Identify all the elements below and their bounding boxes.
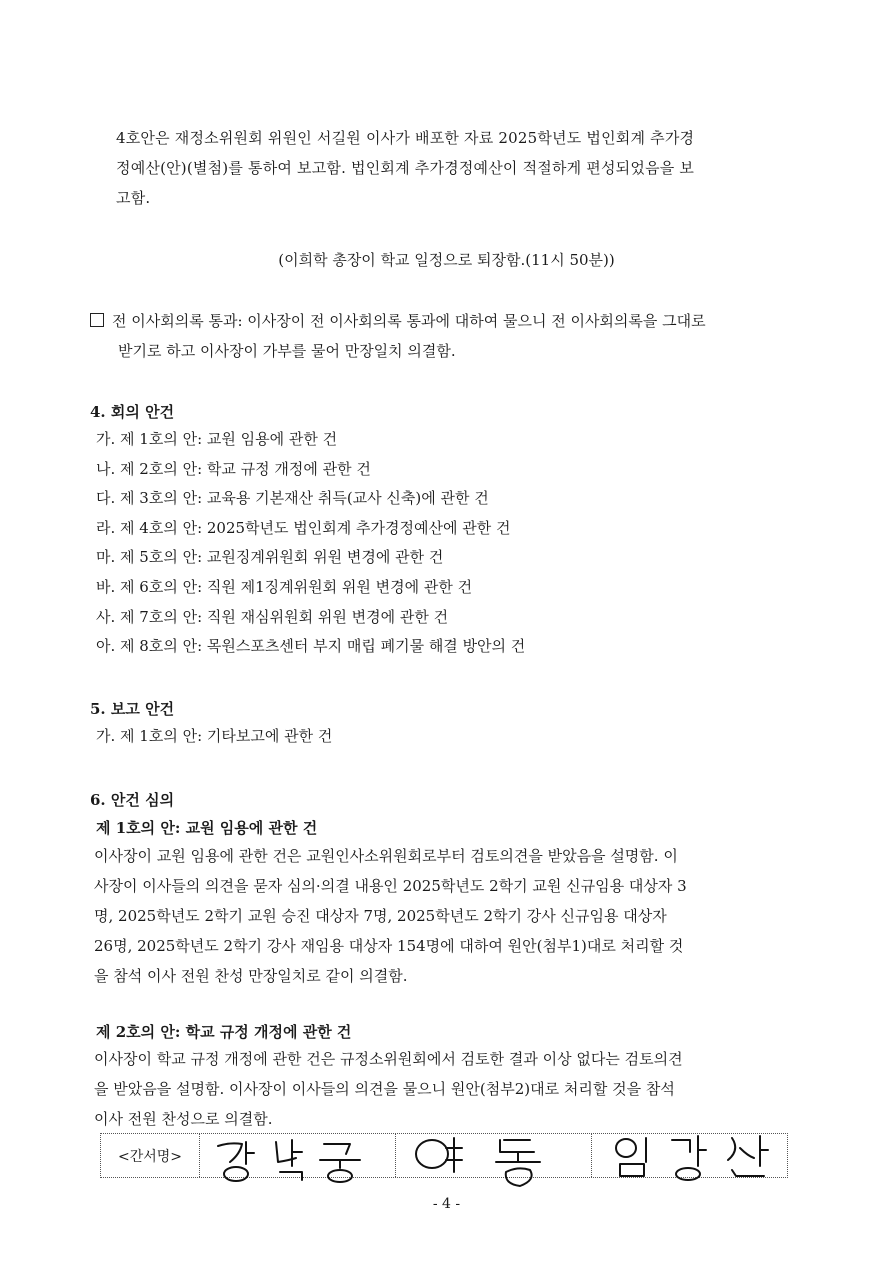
intro-line-1: 4호안은 재정소위원회 위원인 서길원 이사가 배포한 자료 2025학년도 법인회계 추가경 xyxy=(116,129,695,147)
signature-label: <간서명> xyxy=(101,1134,200,1177)
minutes-approval-line-1: 전 이사회의록 통과: 이사장이 전 이사회의록 통과에 대하여 물으니 전 이사회의록을 그대로 xyxy=(112,312,706,330)
agenda-1-line: 이사장이 교원 임용에 관한 건은 교원인사소위원회로부터 검토의견을 받았음을 설명함. 이 xyxy=(94,847,678,865)
signature-3 xyxy=(592,1134,787,1177)
agenda-item: 가. 제 1호의 안: 교원 임용에 관한 건 xyxy=(96,430,338,448)
section-4-list xyxy=(96,425,525,662)
agenda-1-line: 을 참석 이사 전원 찬성 만장일치로 같이 의결함. xyxy=(94,967,408,985)
agenda-item: 나. 제 2호의 안: 학교 규정 개정에 관한 건 xyxy=(96,459,371,478)
agenda-1-title: 제 1호의 안: 교원 임용에 관한 건 xyxy=(96,819,318,837)
agenda-item: 라. 제 4호의 안: 2025학년도 법인회계 추가경정예산에 관한 건 xyxy=(96,518,511,537)
agenda-item: 마. 제 5호의 안: 교원징계위원회 위원 변경에 관한 건 xyxy=(96,548,444,567)
page-number: - 4 - xyxy=(432,1196,461,1212)
agenda-1-line: 사장이 이사들의 의견을 묻자 심의·의결 내용인 2025학년도 2학기 교원 신규임용 대상자 3 xyxy=(94,877,687,895)
intro-line-3: 고함. xyxy=(116,189,151,207)
agenda-1-line: 26명, 2025학년도 2학기 강사 재임용 대상자 154명에 대하여 원안(첨부1)대로 처리할 것 xyxy=(94,937,684,955)
agenda-item: 바. 제 6호의 안: 직원 제1징계위원회 위원 변경에 관한 건 xyxy=(96,577,473,596)
agenda-item: 아. 제 8호의 안: 목원스포츠센터 부지 매립 폐기물 해결 방안의 건 xyxy=(96,637,526,656)
minutes-approval-line-2: 받기로 하고 이사장이 가부를 물어 만장일치 의결함. xyxy=(118,342,456,360)
intro-line-2: 정예산(안)(별첨)를 통하여 보고함. 법인회계 추가경정예산이 적절하게 편성되었음을 보 xyxy=(116,159,695,177)
agenda-1-line: 명, 2025학년도 2학기 교원 승진 대상자 7명, 2025학년도 2학기 강사 신규임용 대상자 xyxy=(94,907,667,925)
checkbox-icon xyxy=(90,313,104,327)
section-5-list xyxy=(96,722,332,752)
handwritten-signature-3 xyxy=(592,1126,788,1186)
departure-note: (이희학 총장이 학교 일정으로 퇴장함.(11시 50분)) xyxy=(278,251,615,269)
agenda-2-line: 이사 전원 찬성으로 의결함. xyxy=(94,1110,273,1128)
handwritten-signature-2 xyxy=(396,1126,592,1192)
agenda-2-line: 을 받았음을 설명함. 이사장이 이사들의 의견을 물으니 원안(첨부2)대로 처리할 것을 참석 xyxy=(94,1080,675,1098)
agenda-item: 가. 제 1호의 안: 기타보고에 관한 건 xyxy=(96,727,333,745)
agenda-1-body xyxy=(88,841,794,991)
agenda-2-line: 이사장이 학교 규정 개정에 관한 건은 규정소위원회에서 검토한 결과 이상 없다는 검토의견 xyxy=(94,1050,683,1068)
agenda-item: 사. 제 7호의 안: 직원 재심위원회 위원 변경에 관한 건 xyxy=(96,607,449,626)
agenda-2-body xyxy=(88,1044,794,1134)
minutes-approval-item xyxy=(90,306,800,366)
agenda-item: 다. 제 3호의 안: 교육용 기본재산 취득(교사 신축)에 관한 건 xyxy=(96,489,489,508)
section-5-heading: 5. 보고 안건 xyxy=(90,700,175,718)
signature-box xyxy=(100,1133,788,1178)
section-6-heading: 6. 안건 심의 xyxy=(90,791,175,809)
section-4-heading: 4. 회의 안건 xyxy=(90,403,175,421)
signature-2 xyxy=(396,1134,592,1177)
handwritten-signature-1 xyxy=(200,1126,396,1186)
signature-1 xyxy=(200,1134,396,1177)
agenda-2-title: 제 2호의 안: 학교 규정 개정에 관한 건 xyxy=(96,1023,352,1041)
intro-paragraph xyxy=(116,123,796,213)
